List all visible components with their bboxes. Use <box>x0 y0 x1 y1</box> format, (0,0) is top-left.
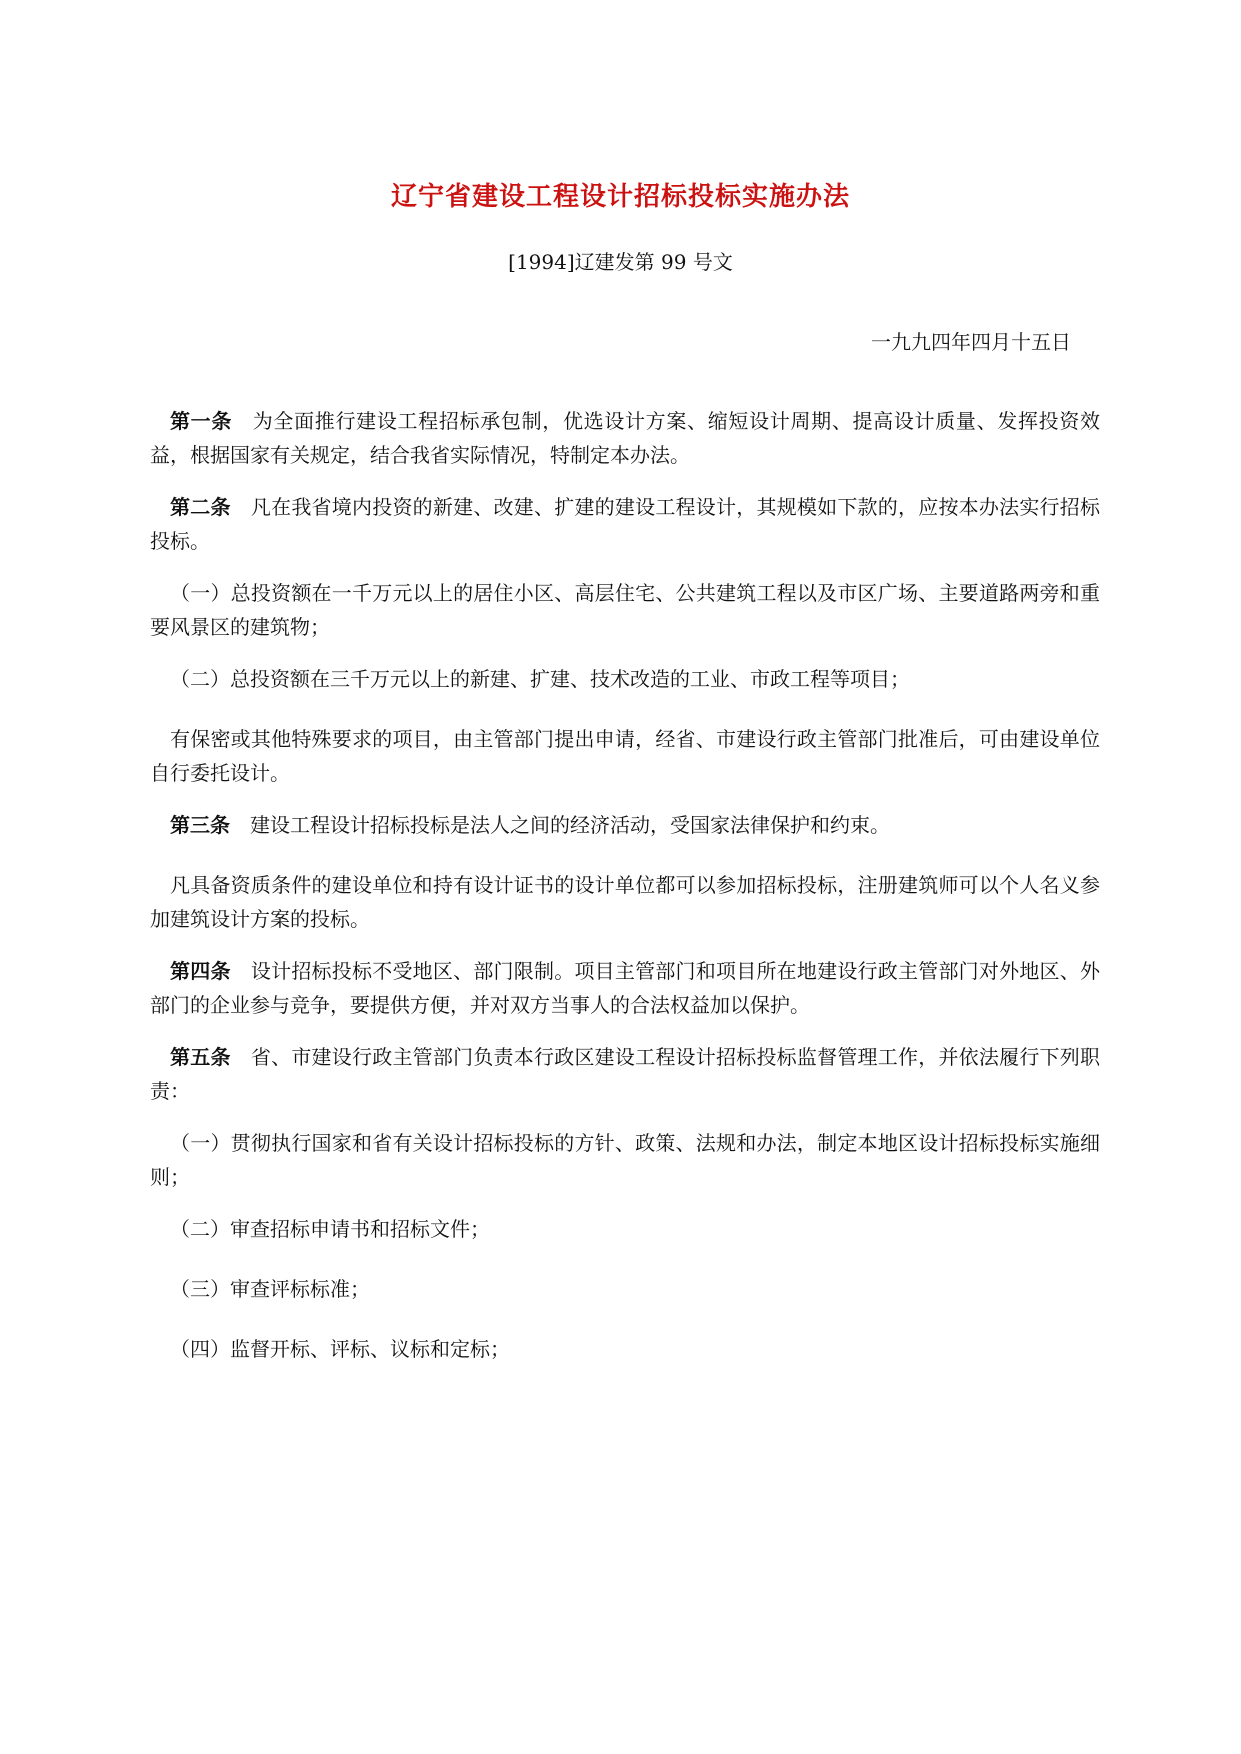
clause-text: （一）贯彻执行国家和省有关设计招标投标的方针、政策、法规和办法，制定本地区设计招标投标实施细则； <box>150 1131 1100 1189</box>
article-4 <box>150 954 1100 1022</box>
article-label: 第五条 <box>170 1045 231 1069</box>
clause-text: （一）总投资额在一千万元以上的居住小区、高层住宅、公共建筑工程以及市区广场、主要道路两旁和重要风景区的建筑物； <box>150 581 1100 639</box>
clause-text: （四）监督开标、评标、议标和定标； <box>170 1337 510 1361</box>
document-title: 辽宁省建设工程设计招标投标实施办法 <box>390 182 850 212</box>
article-2 <box>150 490 1100 558</box>
clause-text: 有保密或其他特殊要求的项目，由主管部门提出申请，经省、市建设行政主管部门批准后，可由建设单位自行委托设计。 <box>150 727 1100 785</box>
clause-2-exception <box>150 722 1100 790</box>
article-1 <box>150 404 1100 472</box>
clause-text: （二）审查招标申请书和招标文件； <box>170 1217 490 1241</box>
clause-2-2 <box>150 662 1100 696</box>
article-text: 设计招标投标不受地区、部门限制。项目主管部门和项目所在地建设行政主管部门对外地区、外部门的企业参与竞争，要提供方便，并对双方当事人的合法权益加以保护。 <box>150 959 1101 1017</box>
clause-5-3 <box>150 1272 1100 1306</box>
article-label: 第一条 <box>170 409 233 433</box>
document-number: [1994]辽建发第 99 号文 <box>508 250 733 274</box>
clause-5-2 <box>150 1212 1100 1246</box>
article-3 <box>150 808 1100 842</box>
article-text: 建设工程设计招标投标是法人之间的经济活动，受国家法律保护和约束。 <box>250 813 890 837</box>
article-text: 省、市建设行政主管部门负责本行政区建设工程设计招标投标监督管理工作，并依法履行下列职责： <box>150 1045 1101 1103</box>
clause-5-4 <box>150 1332 1100 1366</box>
clause-text: 凡具备资质条件的建设单位和持有设计证书的设计单位都可以参加招标投标，注册建筑师可以个人名义参加建筑设计方案的投标。 <box>150 873 1100 931</box>
article-text: 凡在我省境内投资的新建、改建、扩建的建设工程设计，其规模如下款的，应按本办法实行招标投标。 <box>150 495 1101 553</box>
article-5 <box>150 1040 1100 1108</box>
article-label: 第四条 <box>170 959 231 983</box>
clause-5-1 <box>150 1126 1100 1194</box>
clause-3-1 <box>150 868 1100 936</box>
clause-text: （三）审查评标标准； <box>170 1277 370 1301</box>
document-date: 一九九四年四月十五日 <box>871 330 1071 354</box>
article-label: 第三条 <box>170 813 230 837</box>
clause-text: （二）总投资额在三千万元以上的新建、扩建、技术改造的工业、市政工程等项目； <box>170 667 910 691</box>
article-label: 第二条 <box>170 495 231 519</box>
clause-2-1 <box>150 576 1100 644</box>
article-text: 为全面推行建设工程招标承包制，优选设计方案、缩短设计周期、提高设计质量、发挥投资效益，根据国家有关规定，结合我省实际情况，特制定本办法。 <box>150 409 1101 467</box>
